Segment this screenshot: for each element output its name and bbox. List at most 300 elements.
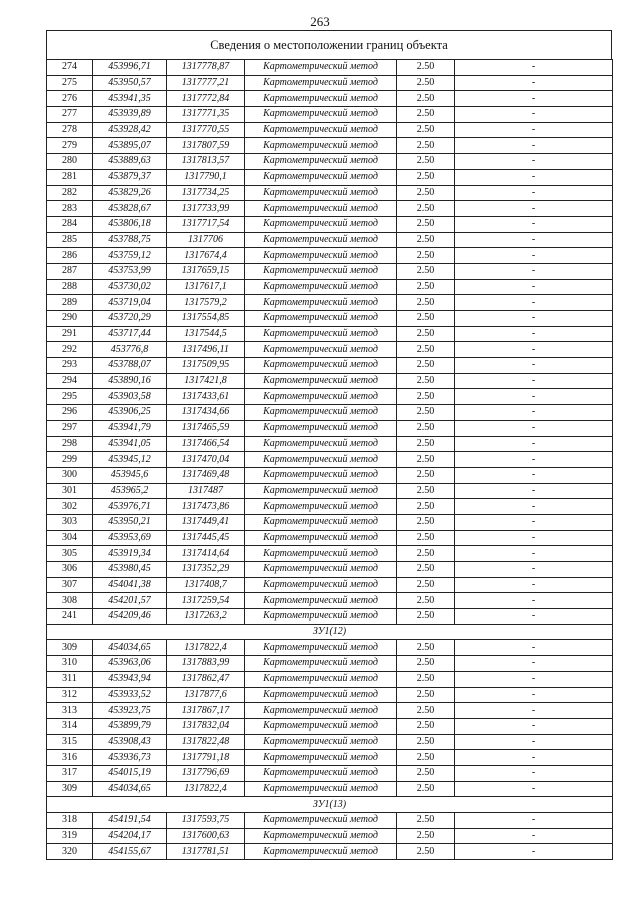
point-number-cell: 298 [47,436,93,452]
method-cell: Картометрический метод [245,60,397,76]
description-cell: - [455,420,613,436]
table-row [47,828,613,844]
description-cell: - [455,389,613,405]
method-cell: Картометрический метод [245,169,397,185]
accuracy-cell: 2.50 [397,703,455,719]
accuracy-cell: 2.50 [397,609,455,625]
point-number-cell: 290 [47,311,93,327]
method-cell: Картометрический метод [245,154,397,170]
table-row [47,295,613,311]
x-coordinate-cell: 454034,65 [93,640,167,656]
x-coordinate-cell: 453943,94 [93,671,167,687]
table-row [47,671,613,687]
y-coordinate-cell: 1317434,66 [167,405,245,421]
point-number-cell: 289 [47,295,93,311]
accuracy-cell: 2.50 [397,311,455,327]
accuracy-cell: 2.50 [397,389,455,405]
point-number-cell: 309 [47,781,93,797]
accuracy-cell: 2.50 [397,185,455,201]
point-number-cell: 279 [47,138,93,154]
accuracy-cell: 2.50 [397,60,455,76]
description-cell: - [455,781,613,797]
description-cell: - [455,499,613,515]
y-coordinate-cell: 1317579,2 [167,295,245,311]
section-label: ЗУ1(12) [47,624,613,640]
y-coordinate-cell: 1317433,61 [167,389,245,405]
x-coordinate-cell: 453950,57 [93,75,167,91]
y-coordinate-cell: 1317408,7 [167,577,245,593]
point-number-cell: 310 [47,656,93,672]
description-cell: - [455,828,613,844]
accuracy-cell: 2.50 [397,295,455,311]
accuracy-cell: 2.50 [397,640,455,656]
x-coordinate-cell: 453908,43 [93,734,167,750]
accuracy-cell: 2.50 [397,813,455,829]
x-coordinate-cell: 454201,57 [93,593,167,609]
description-cell: - [455,452,613,468]
y-coordinate-cell: 1317496,11 [167,342,245,358]
x-coordinate-cell: 454034,65 [93,781,167,797]
x-coordinate-cell: 453879,37 [93,169,167,185]
method-cell: Картометрический метод [245,75,397,91]
point-number-cell: 302 [47,499,93,515]
y-coordinate-cell: 1317469,48 [167,467,245,483]
point-number-cell: 275 [47,75,93,91]
table-row [47,781,613,797]
table-row [47,122,613,138]
table-row [47,656,613,672]
accuracy-cell: 2.50 [397,138,455,154]
table-row [47,358,613,374]
table-row [47,107,613,123]
method-cell: Картометрический метод [245,342,397,358]
method-cell: Картометрический метод [245,122,397,138]
description-cell: - [455,60,613,76]
method-cell: Картометрический метод [245,185,397,201]
method-cell: Картометрический метод [245,373,397,389]
accuracy-cell: 2.50 [397,75,455,91]
y-coordinate-cell: 1317473,86 [167,499,245,515]
x-coordinate-cell: 453730,02 [93,279,167,295]
x-coordinate-cell: 453828,67 [93,201,167,217]
method-cell: Картометрический метод [245,405,397,421]
method-cell: Картометрический метод [245,718,397,734]
point-number-cell: 315 [47,734,93,750]
table-row [47,467,613,483]
x-coordinate-cell: 453806,18 [93,216,167,232]
method-cell: Картометрический метод [245,750,397,766]
table-row [47,483,613,499]
method-cell: Картометрический метод [245,107,397,123]
y-coordinate-cell: 1317733,99 [167,201,245,217]
y-coordinate-cell: 1317822,4 [167,640,245,656]
accuracy-cell: 2.50 [397,562,455,578]
accuracy-cell: 2.50 [397,169,455,185]
method-cell: Картометрический метод [245,91,397,107]
point-number-cell: 318 [47,813,93,829]
y-coordinate-cell: 1317445,45 [167,530,245,546]
y-coordinate-cell: 1317807,59 [167,138,245,154]
point-number-cell: 309 [47,640,93,656]
description-cell: - [455,687,613,703]
x-coordinate-cell: 453965,2 [93,483,167,499]
description-cell: - [455,311,613,327]
method-cell: Картометрический метод [245,483,397,499]
x-coordinate-cell: 453899,79 [93,718,167,734]
x-coordinate-cell: 453776,8 [93,342,167,358]
y-coordinate-cell: 1317867,17 [167,703,245,719]
table-row [47,562,613,578]
point-number-cell: 320 [47,844,93,860]
x-coordinate-cell: 453919,34 [93,546,167,562]
description-cell: - [455,546,613,562]
x-coordinate-cell: 454041,38 [93,577,167,593]
y-coordinate-cell: 1317470,04 [167,452,245,468]
description-cell: - [455,750,613,766]
method-cell: Картометрический метод [245,562,397,578]
x-coordinate-cell: 453923,75 [93,703,167,719]
y-coordinate-cell: 1317544,5 [167,326,245,342]
accuracy-cell: 2.50 [397,577,455,593]
accuracy-cell: 2.50 [397,765,455,781]
x-coordinate-cell: 453829,26 [93,185,167,201]
accuracy-cell: 2.50 [397,687,455,703]
description-cell: - [455,201,613,217]
y-coordinate-cell: 1317466,54 [167,436,245,452]
x-coordinate-cell: 453980,45 [93,562,167,578]
point-number-cell: 304 [47,530,93,546]
y-coordinate-cell: 1317487 [167,483,245,499]
accuracy-cell: 2.50 [397,844,455,860]
accuracy-cell: 2.50 [397,216,455,232]
table-row [47,91,613,107]
table-row [47,593,613,609]
x-coordinate-cell: 453950,21 [93,514,167,530]
y-coordinate-cell: 1317352,29 [167,562,245,578]
method-cell: Картометрический метод [245,279,397,295]
x-coordinate-cell: 453928,42 [93,122,167,138]
y-coordinate-cell: 1317414,64 [167,546,245,562]
table-row [47,311,613,327]
point-number-cell: 285 [47,232,93,248]
coordinates-table-body [47,60,613,860]
y-coordinate-cell: 1317781,51 [167,844,245,860]
method-cell: Картометрический метод [245,232,397,248]
y-coordinate-cell: 1317554,85 [167,311,245,327]
y-coordinate-cell: 1317777,21 [167,75,245,91]
y-coordinate-cell: 1317600,63 [167,828,245,844]
y-coordinate-cell: 1317791,18 [167,750,245,766]
point-number-cell: 299 [47,452,93,468]
x-coordinate-cell: 453945,6 [93,467,167,483]
description-cell: - [455,326,613,342]
table-row [47,577,613,593]
table-row [47,734,613,750]
y-coordinate-cell: 1317509,95 [167,358,245,374]
accuracy-cell: 2.50 [397,467,455,483]
document-frame [46,30,612,860]
x-coordinate-cell: 454209,46 [93,609,167,625]
y-coordinate-cell: 1317862,47 [167,671,245,687]
accuracy-cell: 2.50 [397,279,455,295]
accuracy-cell: 2.50 [397,499,455,515]
x-coordinate-cell: 453963,06 [93,656,167,672]
y-coordinate-cell: 1317796,69 [167,765,245,781]
table-row [47,201,613,217]
method-cell: Картометрический метод [245,358,397,374]
table-row [47,169,613,185]
description-cell: - [455,107,613,123]
point-number-cell: 303 [47,514,93,530]
table-row [47,263,613,279]
method-cell: Картометрический метод [245,201,397,217]
description-cell: - [455,122,613,138]
accuracy-cell: 2.50 [397,656,455,672]
accuracy-cell: 2.50 [397,342,455,358]
table-row [47,279,613,295]
y-coordinate-cell: 1317263,2 [167,609,245,625]
y-coordinate-cell: 1317778,87 [167,60,245,76]
description-cell: - [455,358,613,374]
method-cell: Картометрический метод [245,295,397,311]
point-number-cell: 316 [47,750,93,766]
x-coordinate-cell: 453941,35 [93,91,167,107]
page-number: 263 [310,14,330,29]
description-cell: - [455,530,613,546]
method-cell: Картометрический метод [245,765,397,781]
point-number-cell: 281 [47,169,93,185]
point-number-cell: 282 [47,185,93,201]
description-cell: - [455,342,613,358]
description-cell: - [455,295,613,311]
table-row [47,373,613,389]
table-row [47,765,613,781]
table-row [47,687,613,703]
table-row [47,60,613,76]
accuracy-cell: 2.50 [397,483,455,499]
y-coordinate-cell: 1317832,04 [167,718,245,734]
x-coordinate-cell: 454015,19 [93,765,167,781]
method-cell: Картометрический метод [245,467,397,483]
description-cell: - [455,813,613,829]
method-cell: Картометрический метод [245,216,397,232]
description-cell: - [455,373,613,389]
point-number-cell: 284 [47,216,93,232]
table-row [47,750,613,766]
point-number-cell: 314 [47,718,93,734]
accuracy-cell: 2.50 [397,734,455,750]
method-cell: Картометрический метод [245,609,397,625]
table-row [47,326,613,342]
description-cell: - [455,765,613,781]
y-coordinate-cell: 1317259,54 [167,593,245,609]
document-title: Сведения о местоположении границ объекта [46,30,612,59]
accuracy-cell: 2.50 [397,593,455,609]
x-coordinate-cell: 453720,29 [93,311,167,327]
accuracy-cell: 2.50 [397,107,455,123]
section-header-row [47,797,613,813]
accuracy-cell: 2.50 [397,201,455,217]
y-coordinate-cell: 1317877,6 [167,687,245,703]
accuracy-cell: 2.50 [397,91,455,107]
accuracy-cell: 2.50 [397,420,455,436]
method-cell: Картометрический метод [245,656,397,672]
y-coordinate-cell: 1317772,84 [167,91,245,107]
table-row [47,452,613,468]
x-coordinate-cell: 453996,71 [93,60,167,76]
accuracy-cell: 2.50 [397,358,455,374]
table-row [47,389,613,405]
x-coordinate-cell: 453788,07 [93,358,167,374]
accuracy-cell: 2.50 [397,122,455,138]
accuracy-cell: 2.50 [397,436,455,452]
point-number-cell: 274 [47,60,93,76]
y-coordinate-cell: 1317659,15 [167,263,245,279]
x-coordinate-cell: 453936,73 [93,750,167,766]
table-row [47,844,613,860]
accuracy-cell: 2.50 [397,326,455,342]
description-cell: - [455,718,613,734]
x-coordinate-cell: 453933,52 [93,687,167,703]
description-cell: - [455,671,613,687]
section-header-row [47,624,613,640]
table-row [47,514,613,530]
point-number-cell: 319 [47,828,93,844]
description-cell: - [455,483,613,499]
point-number-cell: 305 [47,546,93,562]
accuracy-cell: 2.50 [397,546,455,562]
method-cell: Картометрический метод [245,813,397,829]
point-number-cell: 287 [47,263,93,279]
method-cell: Картометрический метод [245,311,397,327]
x-coordinate-cell: 453953,69 [93,530,167,546]
x-coordinate-cell: 453759,12 [93,248,167,264]
method-cell: Картометрический метод [245,436,397,452]
method-cell: Картометрический метод [245,844,397,860]
point-number-cell: 278 [47,122,93,138]
method-cell: Картометрический метод [245,703,397,719]
x-coordinate-cell: 454191,54 [93,813,167,829]
point-number-cell: 312 [47,687,93,703]
point-number-cell: 308 [47,593,93,609]
point-number-cell: 288 [47,279,93,295]
y-coordinate-cell: 1317706 [167,232,245,248]
point-number-cell: 283 [47,201,93,217]
accuracy-cell: 2.50 [397,781,455,797]
description-cell: - [455,656,613,672]
description-cell: - [455,640,613,656]
point-number-cell: 276 [47,91,93,107]
table-row [47,813,613,829]
accuracy-cell: 2.50 [397,263,455,279]
description-cell: - [455,562,613,578]
accuracy-cell: 2.50 [397,154,455,170]
method-cell: Картометрический метод [245,263,397,279]
table-row [47,703,613,719]
x-coordinate-cell: 453941,05 [93,436,167,452]
x-coordinate-cell: 453941,79 [93,420,167,436]
point-number-cell: 293 [47,358,93,374]
table-row [47,640,613,656]
table-row [47,436,613,452]
method-cell: Картометрический метод [245,687,397,703]
accuracy-cell: 2.50 [397,405,455,421]
description-cell: - [455,185,613,201]
point-number-cell: 307 [47,577,93,593]
point-number-cell: 277 [47,107,93,123]
method-cell: Картометрический метод [245,671,397,687]
y-coordinate-cell: 1317790,1 [167,169,245,185]
method-cell: Картометрический метод [245,326,397,342]
description-cell: - [455,232,613,248]
table-row [47,154,613,170]
accuracy-cell: 2.50 [397,232,455,248]
point-number-cell: 280 [47,154,93,170]
description-cell: - [455,169,613,185]
accuracy-cell: 2.50 [397,373,455,389]
description-cell: - [455,405,613,421]
coordinates-table [46,59,613,860]
accuracy-cell: 2.50 [397,828,455,844]
method-cell: Картометрический метод [245,420,397,436]
method-cell: Картометрический метод [245,546,397,562]
x-coordinate-cell: 453717,44 [93,326,167,342]
x-coordinate-cell: 453753,99 [93,263,167,279]
method-cell: Картометрический метод [245,781,397,797]
point-number-cell: 294 [47,373,93,389]
table-row [47,75,613,91]
y-coordinate-cell: 1317717,54 [167,216,245,232]
description-cell: - [455,436,613,452]
x-coordinate-cell: 453889,63 [93,154,167,170]
point-number-cell: 306 [47,562,93,578]
description-cell: - [455,514,613,530]
x-coordinate-cell: 453895,07 [93,138,167,154]
y-coordinate-cell: 1317617,1 [167,279,245,295]
table-row [47,248,613,264]
x-coordinate-cell: 453788,75 [93,232,167,248]
y-coordinate-cell: 1317770,55 [167,122,245,138]
table-row [47,718,613,734]
method-cell: Картометрический метод [245,593,397,609]
description-cell: - [455,467,613,483]
section-label: ЗУ1(13) [47,797,613,813]
point-number-cell: 291 [47,326,93,342]
accuracy-cell: 2.50 [397,452,455,468]
point-number-cell: 301 [47,483,93,499]
table-row [47,342,613,358]
point-number-cell: 241 [47,609,93,625]
point-number-cell: 313 [47,703,93,719]
description-cell: - [455,844,613,860]
x-coordinate-cell: 454155,67 [93,844,167,860]
method-cell: Картометрический метод [245,577,397,593]
description-cell: - [455,248,613,264]
description-cell: - [455,593,613,609]
y-coordinate-cell: 1317734,25 [167,185,245,201]
x-coordinate-cell: 453906,25 [93,405,167,421]
description-cell: - [455,138,613,154]
x-coordinate-cell: 454204,17 [93,828,167,844]
table-row [47,530,613,546]
description-cell: - [455,703,613,719]
x-coordinate-cell: 453719,04 [93,295,167,311]
y-coordinate-cell: 1317822,4 [167,781,245,797]
point-number-cell: 296 [47,405,93,421]
table-row [47,609,613,625]
y-coordinate-cell: 1317883,99 [167,656,245,672]
point-number-cell: 311 [47,671,93,687]
